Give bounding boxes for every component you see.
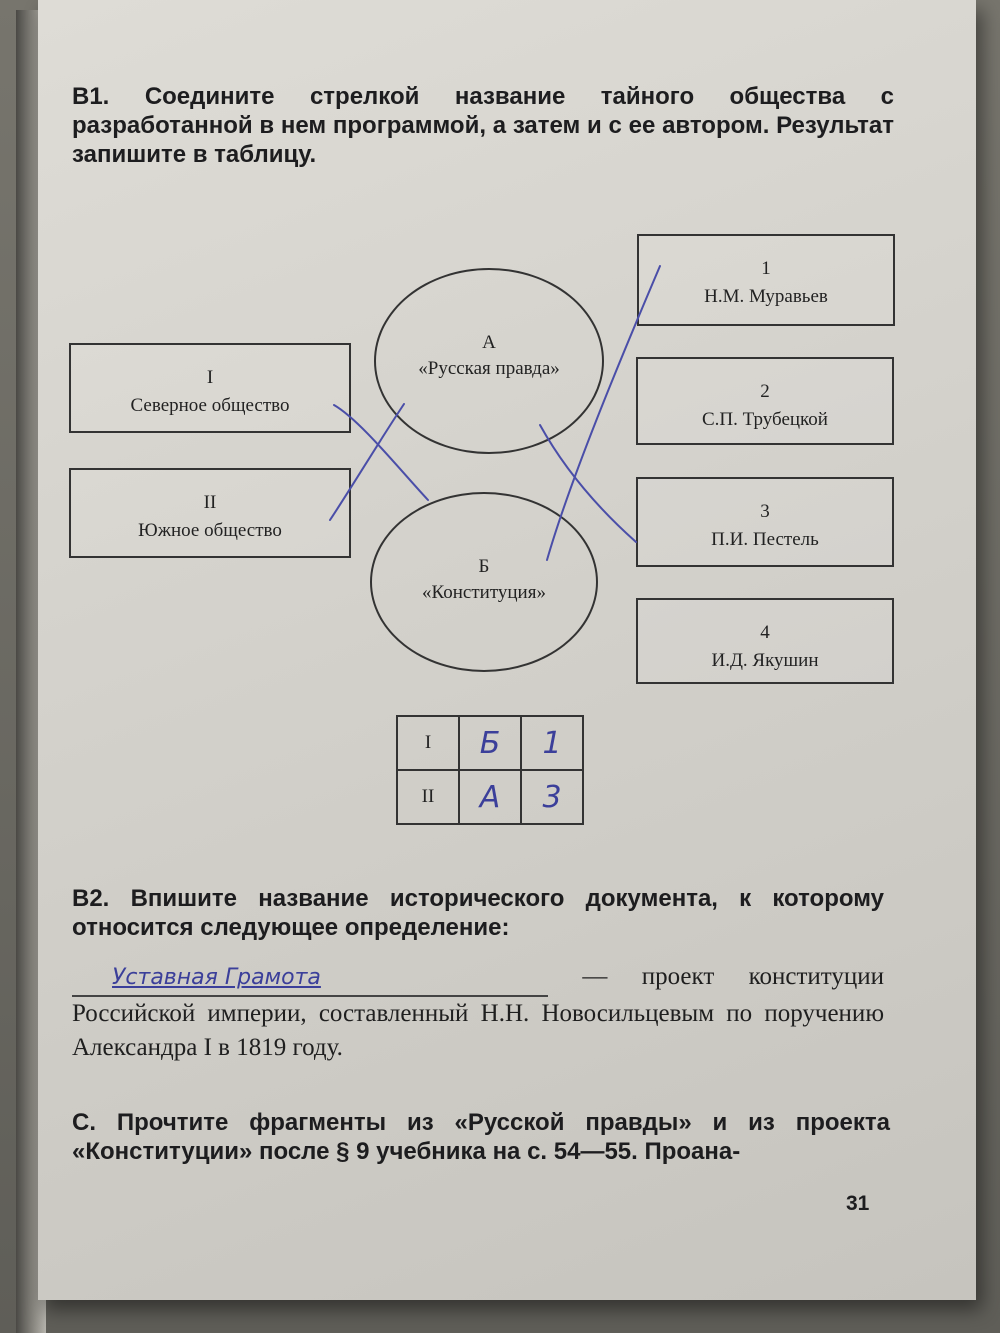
answer-society-cell: I — [397, 716, 459, 770]
answer-author-cell[interactable]: 1 — [521, 716, 583, 770]
author-number: 2 — [760, 381, 770, 402]
answer-program-cell[interactable]: Б — [459, 716, 521, 770]
author-number: 4 — [760, 622, 770, 643]
b2-definition-text: — проект конституции Российской империи, составленный Н.Н. Новосильцевым по поручению Александра I в 1819 году. — [72, 963, 884, 1061]
pen-line-north-to-konstitutsiya — [334, 405, 428, 500]
task-c-heading — [72, 1108, 890, 1166]
answer-society-cell: II — [397, 770, 459, 824]
task-c-prompt: Прочтите фрагменты из «Русской правды» и из проекта «Конституции» после § 9 учебника на с. 54—55. Проана- — [72, 1109, 890, 1165]
author-name: И.Д. Якушин — [711, 650, 819, 671]
answer-author-cell[interactable]: 3 — [521, 770, 583, 824]
program-name: «Русская правда» — [418, 358, 560, 379]
pen-line-konstitutsiya-to-muravyev — [547, 266, 660, 560]
society-number: II — [203, 492, 217, 513]
answer-program-cell[interactable]: А — [459, 770, 521, 824]
table-row — [397, 716, 583, 770]
task-b2-definition — [72, 960, 884, 1065]
task-b1-label: В1. — [72, 83, 110, 110]
author-name: П.И. Пестель — [711, 529, 819, 550]
task-b2-prompt: Впишите название исторического документа, к которому относится следующее определение: — [72, 885, 885, 941]
program-letter: А — [482, 332, 496, 353]
society-name: Южное общество — [138, 520, 282, 541]
author-name: Н.М. Муравьев — [704, 286, 828, 307]
table-row — [397, 770, 583, 824]
task-b1-prompt: Соедините стрелкой название тайного общества с разработанной в нем программой, а затем и с ее автором. Результат запишите в таблицу. — [72, 83, 894, 168]
task-b2-heading — [72, 884, 884, 942]
society-number: I — [206, 367, 214, 388]
author-number: 1 — [761, 258, 771, 279]
program-name: «Конституция» — [422, 582, 546, 603]
author-name: С.П. Трубецкой — [702, 409, 828, 430]
task-b2-label: В2. — [72, 885, 110, 912]
page-number: 31 — [846, 1192, 870, 1215]
answer-table — [396, 715, 584, 825]
society-name: Северное общество — [130, 395, 290, 416]
author-number: 3 — [760, 501, 770, 522]
task-c-label: С. — [72, 1109, 96, 1136]
b2-answer-field[interactable]: Уставная Грамота — [72, 961, 548, 997]
program-letter: Б — [478, 556, 490, 577]
